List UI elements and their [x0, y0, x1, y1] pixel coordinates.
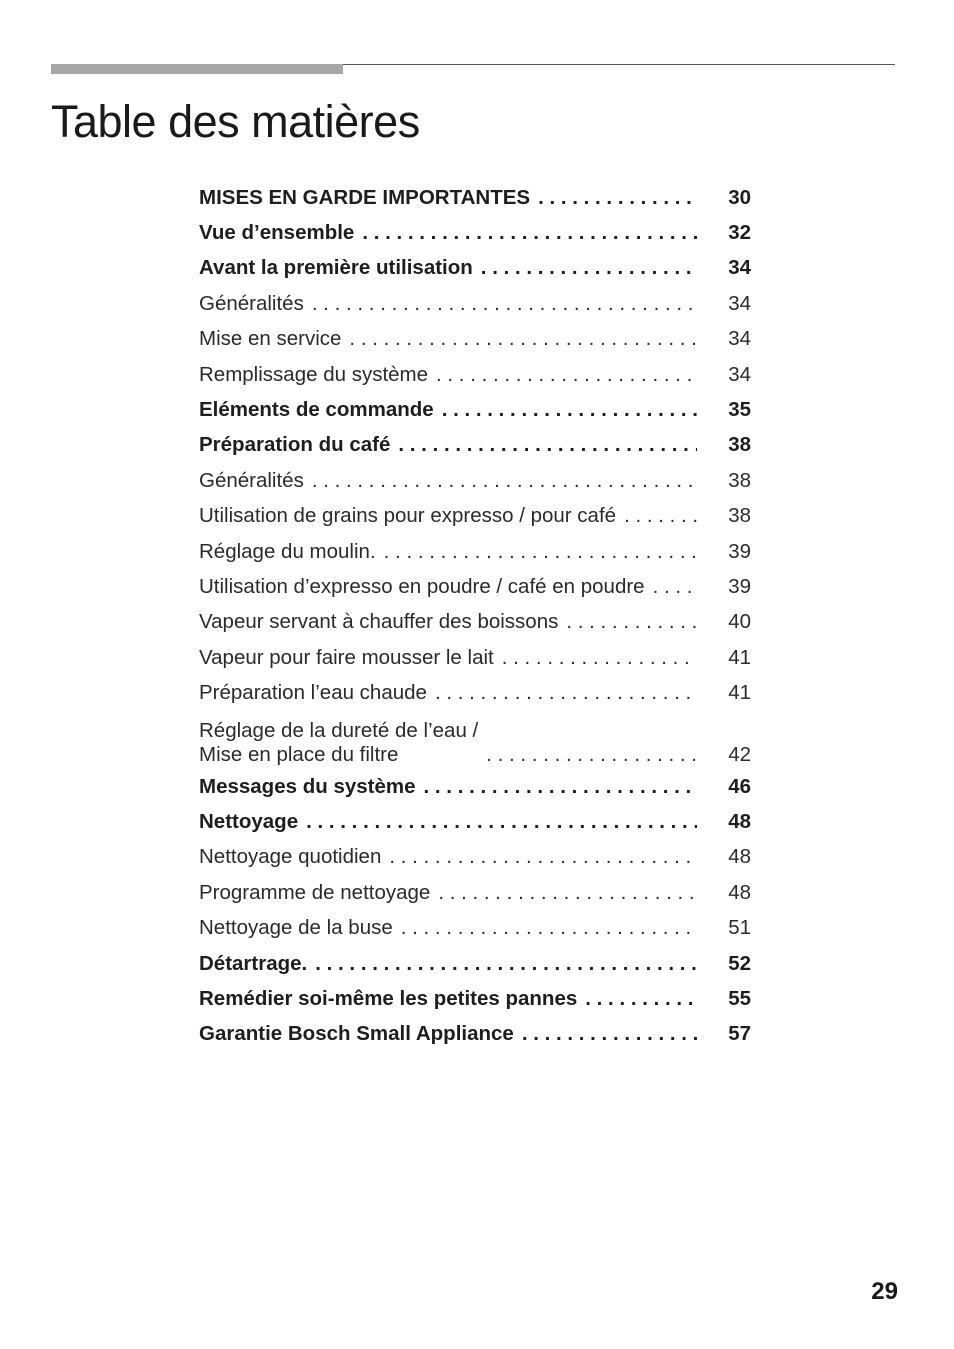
dot-leader: [398, 433, 697, 457]
dot-leader: [315, 952, 697, 976]
toc-entry-page: 35: [728, 398, 751, 422]
toc-entry[interactable]: [199, 357, 751, 392]
page-title: Table des matières: [51, 96, 420, 147]
toc-entry[interactable]: [199, 534, 751, 569]
toc-entry-page: 51: [728, 916, 751, 940]
dot-leader: [384, 540, 697, 564]
dot-leader: [481, 256, 697, 280]
toc-entry-page: 46: [728, 774, 751, 798]
toc-entry-page: 34: [728, 327, 751, 351]
dot-leader: [362, 221, 697, 245]
toc-entry-label: Messages du système: [199, 775, 424, 799]
toc-entry-label: Avant la première utilisation: [199, 256, 481, 280]
toc-entry-label: Réglage du moulin.: [199, 540, 384, 564]
toc-entry-page: 32: [728, 221, 751, 245]
toc-entry-page: 52: [728, 951, 751, 975]
toc-entry[interactable]: [199, 675, 751, 710]
toc-entry[interactable]: [199, 286, 751, 321]
toc-entry[interactable]: [199, 569, 751, 604]
dot-leader: [522, 1022, 697, 1046]
dot-leader: [306, 810, 697, 834]
toc-entry-page: 40: [728, 610, 751, 634]
table-of-contents: [199, 180, 751, 1052]
dot-leader: [566, 610, 697, 634]
toc-entry[interactable]: [199, 946, 751, 981]
dot-leader: [442, 398, 697, 422]
toc-entry-page: 48: [728, 880, 751, 904]
toc-entry-label: Vapeur servant à chauffer des boissons: [199, 610, 566, 634]
toc-entry-label: Généralités: [199, 292, 312, 316]
dot-leader: [389, 845, 697, 869]
toc-entry[interactable]: [199, 428, 751, 463]
dot-leader: [349, 327, 697, 351]
toc-entry-label: Nettoyage quotidien: [199, 845, 389, 869]
toc-entry-label: Préparation du café: [199, 433, 398, 457]
toc-entry-page: 48: [728, 809, 751, 833]
dot-leader: [538, 186, 697, 210]
header-accent-bar: [51, 64, 343, 74]
dot-leader: [312, 292, 697, 316]
dot-leader: [653, 575, 697, 599]
toc-entry-label: Utilisation d’expresso en poudre / café en poudre: [199, 575, 653, 599]
toc-entry[interactable]: [199, 322, 751, 357]
toc-entry-page: 38: [728, 468, 751, 492]
dot-leader: [438, 881, 697, 905]
toc-entry-page: 55: [728, 986, 751, 1010]
toc-entry-page: 41: [728, 681, 751, 705]
dot-leader: [486, 743, 697, 767]
toc-entry-page: 38: [728, 433, 751, 457]
page-number: 29: [871, 1278, 898, 1305]
toc-entry-label: Eléments de commande: [199, 398, 442, 422]
dot-leader: [401, 916, 697, 940]
toc-entry-page: 34: [728, 256, 751, 280]
toc-entry[interactable]: [199, 840, 751, 875]
toc-entry[interactable]: [199, 180, 751, 215]
toc-entry-page: 34: [728, 291, 751, 315]
toc-entry[interactable]: [199, 875, 751, 910]
toc-entry-label: Détartrage.: [199, 952, 315, 976]
dot-leader: [436, 363, 697, 387]
toc-entry-label: Réglage de la dureté de l’eau / Mise en place du filtre: [199, 719, 486, 767]
dot-leader: [502, 646, 697, 670]
toc-entry[interactable]: [199, 605, 751, 640]
toc-entry[interactable]: [199, 251, 751, 286]
toc-entry-label: Nettoyage de la buse: [199, 916, 401, 940]
toc-entry-label: Remplissage du système: [199, 363, 436, 387]
toc-entry-label: Utilisation de grains pour expresso / pour café: [199, 504, 624, 528]
toc-entry-page: 39: [728, 539, 751, 563]
toc-entry[interactable]: [199, 711, 751, 769]
toc-entry-label: Vapeur pour faire mousser le lait: [199, 646, 502, 670]
dot-leader: [312, 469, 697, 493]
toc-entry[interactable]: [199, 769, 751, 804]
toc-entry-page: 38: [728, 504, 751, 528]
dot-leader: [424, 775, 697, 799]
toc-entry[interactable]: [199, 640, 751, 675]
toc-entry-label: Remédier soi-même les petites pannes: [199, 987, 585, 1011]
toc-entry[interactable]: [199, 981, 751, 1016]
toc-entry[interactable]: [199, 215, 751, 250]
toc-entry-label: Garantie Bosch Small Appliance: [199, 1022, 522, 1046]
dot-leader: [585, 987, 697, 1011]
toc-entry-label: Programme de nettoyage: [199, 881, 438, 905]
toc-entry-page: 30: [728, 185, 751, 209]
toc-entry[interactable]: [199, 392, 751, 427]
toc-entry-label: MISES EN GARDE IMPORTANTES: [199, 186, 538, 210]
toc-entry-label: Généralités: [199, 469, 312, 493]
toc-entry-page: 57: [728, 1022, 751, 1046]
toc-entry-page: 42: [728, 742, 751, 766]
toc-entry[interactable]: [199, 499, 751, 534]
toc-entry-label: Nettoyage: [199, 810, 306, 834]
toc-entry-label: Préparation l’eau chaude: [199, 681, 435, 705]
toc-entry-page: 34: [728, 362, 751, 386]
toc-entry[interactable]: [199, 910, 751, 945]
toc-entry[interactable]: [199, 804, 751, 839]
dot-leader: [624, 504, 697, 528]
dot-leader: [435, 681, 697, 705]
toc-entry[interactable]: [199, 463, 751, 498]
toc-entry-label: Mise en service: [199, 327, 349, 351]
toc-entry-label: Vue d’ensemble: [199, 221, 362, 245]
toc-entry[interactable]: [199, 1017, 751, 1052]
toc-entry-page: 48: [728, 845, 751, 869]
toc-entry-page: 39: [728, 574, 751, 598]
toc-entry-page: 41: [728, 645, 751, 669]
